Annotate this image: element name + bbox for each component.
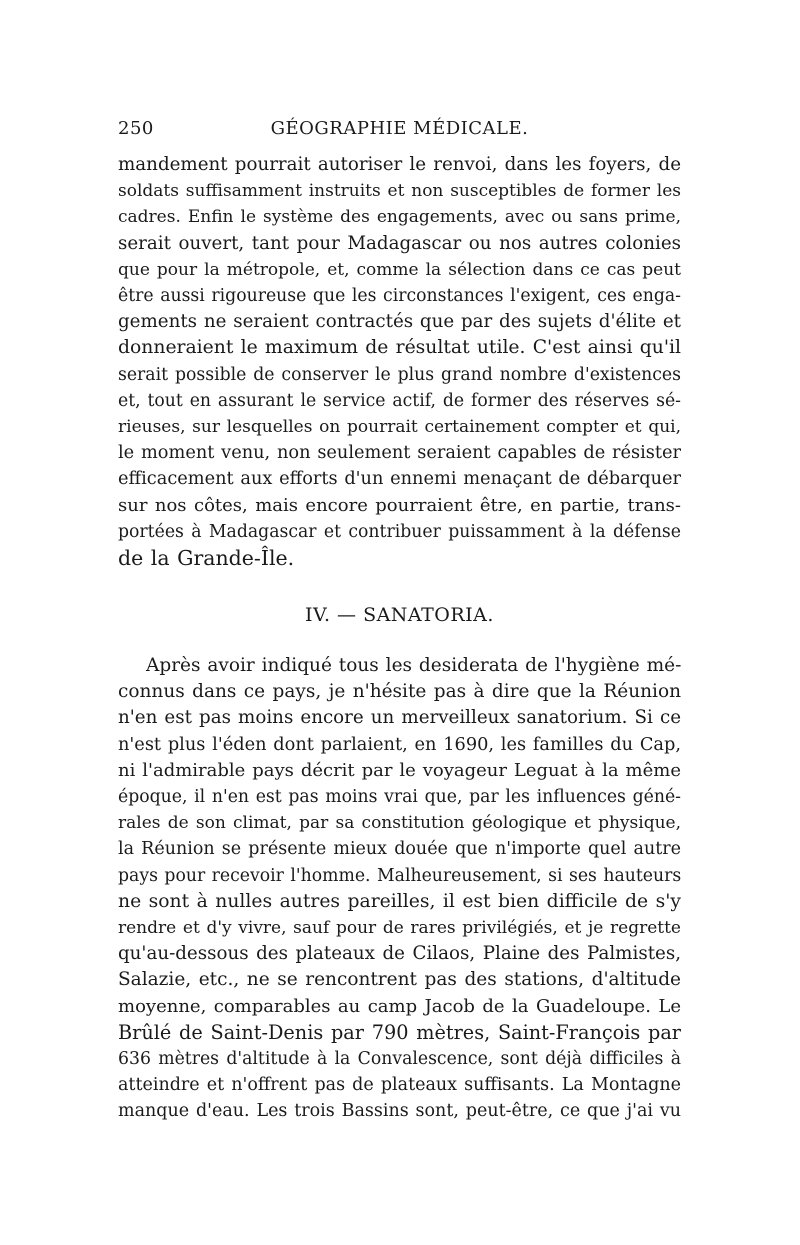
section-heading: IV. — SANATORIA. <box>305 604 494 626</box>
text-line: mandement pourrait autoriser le renvoi, dans les foyers, de <box>118 154 681 175</box>
text-line: manque d'eau. Les trois Bassins sont, peut-être, ce que j'ai vu <box>118 1101 681 1122</box>
text-line: la Réunion se présente mieux douée que n'importe quel autre <box>118 839 681 860</box>
text-line: que pour la métropole, et, comme la sélection dans ce cas peut <box>118 259 681 280</box>
text-line: moyenne, comparables au camp Jacob de la Guadeloupe. Le <box>118 995 681 1017</box>
paragraph-1 <box>118 152 681 571</box>
text-line: efficacement aux efforts d'un ennemi menaçant de débarquer <box>118 469 681 490</box>
text-line: connus dans ce pays, je n'hésite pas à dire que la Réunion <box>118 681 681 703</box>
text-line: n'est plus l'éden dont parlaient, en 1690, les familles du Cap, <box>118 734 681 755</box>
text-line: portées à Madagascar et contribuer puissamment à la défense <box>118 521 681 542</box>
text-line: Salazie, etc., ne se rencontrent pas des stations, d'altitude <box>118 969 681 991</box>
text-line: pays pour recevoir l'homme. Malheureusement, si ses hauteurs <box>118 865 682 886</box>
text-line: serait ouvert, tant pour Madagascar ou nos autres colonies <box>118 232 681 254</box>
text-line: Après avoir indiqué tous les desiderata de l'hygiène mé- <box>146 655 682 676</box>
paragraph-2 <box>118 653 681 1125</box>
running-title: GÉOGRAPHIE MÉDICALE. <box>270 118 529 139</box>
text-line: cadres. Enfin le système des engagements, avec ou sans prime, <box>118 207 681 228</box>
text-line: rieuses, sur lesquelles on pourrait certainement compter et qui, <box>118 417 681 438</box>
text-line: ne sont à nulles autres pareilles, il est bien difficile de s'y <box>118 890 681 912</box>
text-line: soldats suffisamment instruits et non susceptibles de former les <box>118 181 681 202</box>
text-line: sur nos côtes, mais encore pourraient être, en partie, trans- <box>118 494 681 516</box>
text-line: Brûlé de Saint-Denis par 790 mètres, Saint-François par <box>118 1020 681 1044</box>
text-line: 636 mètres d'altitude à la Convalescence, sont déjà difficiles à <box>118 1049 681 1070</box>
text-line: qu'au-dessous des plateaux de Cilaos, Plaine des Palmistes, <box>118 943 681 965</box>
text-line: de la Grande-Île. <box>118 546 295 571</box>
text-line: le moment venu, non seulement seraient capables de résister <box>118 443 681 464</box>
text-line: époque, il n'en est pas moins vrai que, par les influences géné- <box>118 787 681 808</box>
text-line: serait possible de conserver le plus grand nombre d'existences <box>118 364 681 385</box>
text-line: ni l'admirable pays décrit par le voyageur Leguat à la même <box>118 759 681 781</box>
text-line: rales de son climat, par sa constitution géologique et physique, <box>118 813 681 834</box>
text-line: n'en est pas moins encore un merveilleux sanatorium. Si ce <box>118 707 681 729</box>
page-header <box>118 118 681 144</box>
text-line: rendre et d'y vivre, sauf pour de rares privilégiés, et je regrette <box>118 918 681 939</box>
text-line: gements ne seraient contractés que par des sujets d'élite et <box>118 311 682 333</box>
page-number: 250 <box>118 118 154 139</box>
text-line: donneraient le maximum de résultat utile. C'est ainsi qu'il <box>118 337 681 359</box>
text-line: atteindre et n'offrent pas de plateaux suffisants. La Montagne <box>118 1075 681 1096</box>
text-line: être aussi rigoureuse que les circonstances l'exigent, ces enga- <box>118 286 681 307</box>
text-line: et, tout en assurant le service actif, de former des réserves sé- <box>118 390 681 411</box>
